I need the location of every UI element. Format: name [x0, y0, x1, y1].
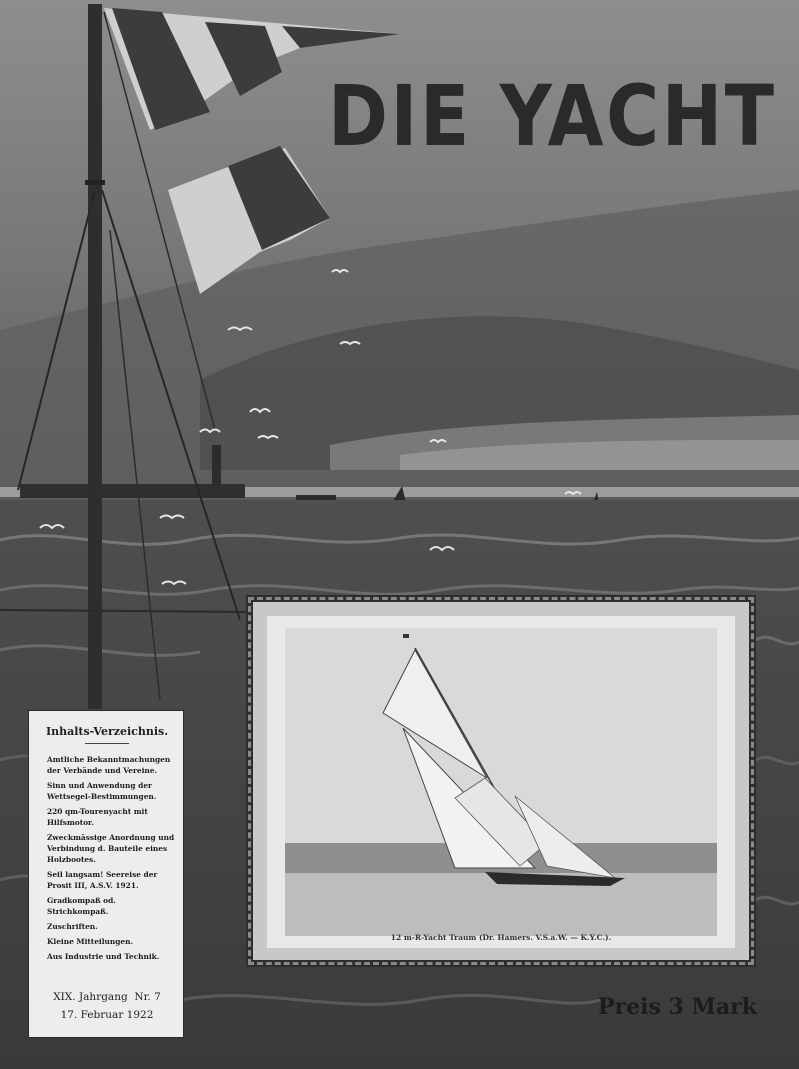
toc-title: Inhalts-Verzeichnis. [45, 725, 169, 738]
toc-item: Zuschriften. [47, 922, 98, 931]
volume-label: XIX. Jahrgang [53, 991, 128, 1003]
lighthouse [212, 445, 221, 485]
toc-divider [85, 743, 129, 744]
photo-mount [267, 616, 735, 948]
toc-item: Sinn und Anwendung der Wettsegel-Bestimmungen. [47, 781, 157, 801]
toc-item: Zweckmässige Anordnung und Verbindung d. Bauteile eines Holzbootes. [47, 833, 175, 864]
yacht-photo [285, 628, 717, 936]
toc-item: Amtliche Bekanntmachungen der Verbände und Vereine. [47, 755, 171, 775]
toc-item: Kleine Mitteilungen. [47, 937, 134, 946]
issue-volume-number [29, 991, 185, 1003]
toc-item: Aus Industrie und Technik. [47, 952, 160, 961]
toc-list [47, 754, 175, 966]
photo-caption: 12 m-R-Yacht Traum (Dr. Hamers. V.S.a.W. — K.Y.C.). [390, 933, 612, 942]
photo-frame [246, 595, 756, 967]
table-of-contents [28, 710, 184, 1038]
issue-number: Nr. 7 [134, 991, 161, 1003]
toc-item: Gradkompaß od. Strichkompaß. [47, 896, 116, 916]
price-label: Preis 3 Mark [598, 994, 757, 1020]
masthead-title: DIE YACHT [328, 67, 777, 165]
toc-item: 220 qm-Tourenyacht mit Hilfsmotor. [47, 807, 148, 827]
issue-date: 17. Februar 1922 [60, 1009, 154, 1021]
toc-item: Seil langsam! Seereise der Prosit III, A.S.V. 1921. [47, 870, 158, 890]
